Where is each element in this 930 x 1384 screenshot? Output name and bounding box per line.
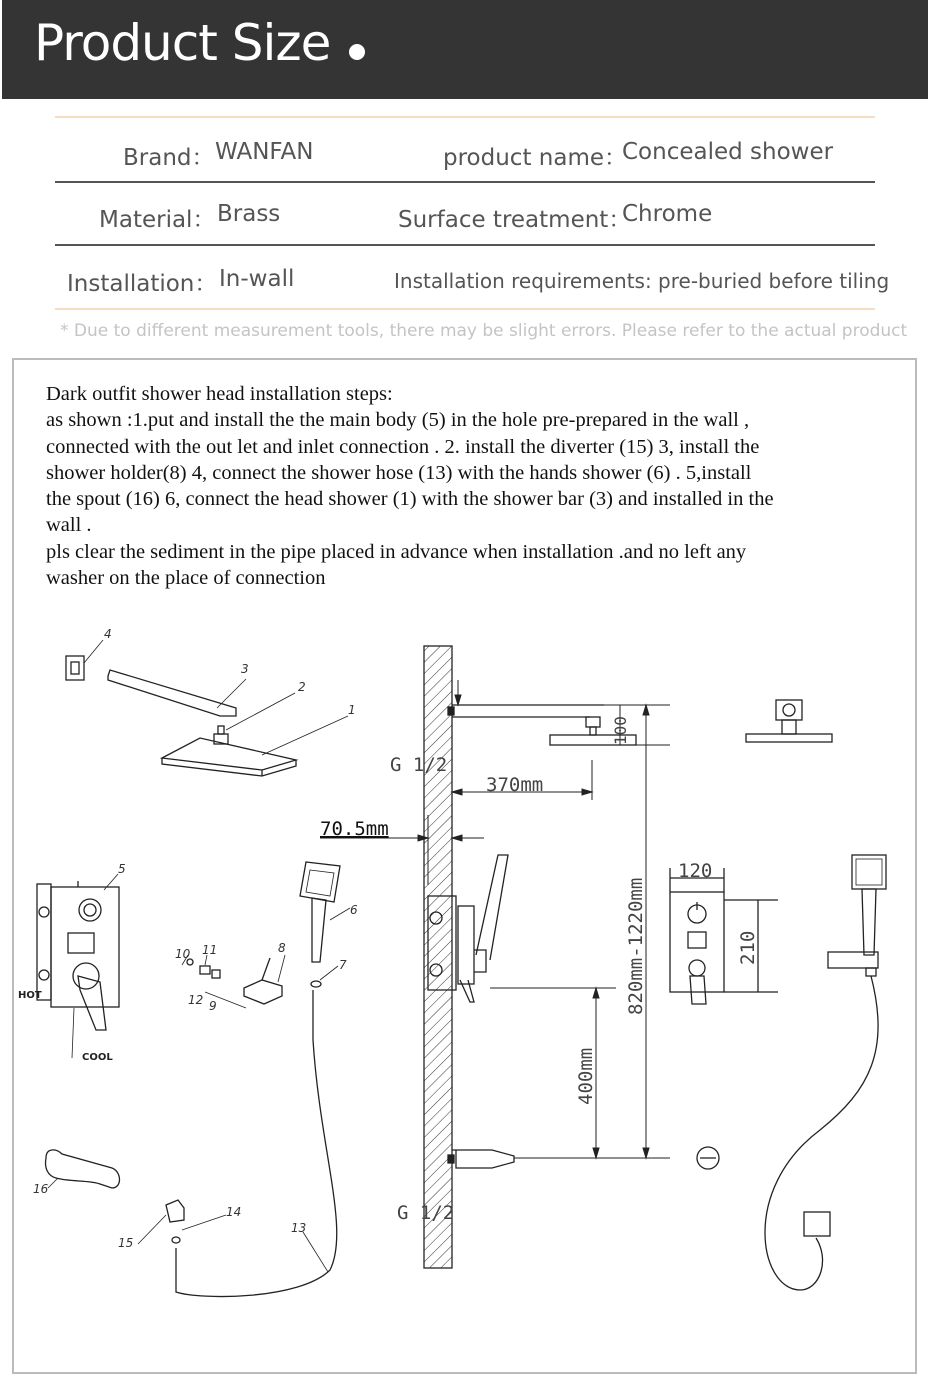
part-number: 14 bbox=[226, 1205, 242, 1219]
dimension-lines bbox=[320, 680, 670, 1158]
installation-label: Installation： bbox=[67, 271, 218, 297]
part-number: 7 bbox=[339, 958, 347, 972]
cool-label: COOL bbox=[82, 1052, 113, 1063]
part-number: 15 bbox=[118, 1236, 134, 1250]
step-line: wall . bbox=[46, 514, 92, 537]
part-number: 5 bbox=[118, 862, 126, 876]
installation-requirements: Installation requirements: pre-buried before tiling bbox=[394, 269, 890, 293]
front-view-spout bbox=[697, 1147, 719, 1169]
surface-label: Surface treatment： bbox=[398, 207, 632, 233]
product-name-value: Concealed shower bbox=[622, 139, 834, 165]
brand-value: WANFAN bbox=[215, 139, 314, 165]
brand-label: Brand： bbox=[123, 145, 215, 171]
wall-flange-part bbox=[66, 640, 103, 680]
part-number: 2 bbox=[298, 680, 306, 694]
part-number: 16 bbox=[33, 1182, 49, 1196]
installation-value: In-wall bbox=[219, 266, 295, 292]
hand-shower-part bbox=[300, 862, 350, 962]
part-number: 11 bbox=[202, 943, 218, 957]
step-line: as shown :1.put and install the the main body (5) in the hole pre-prepared in the wall , bbox=[46, 409, 750, 432]
inlet-label-bottom: G 1/2 bbox=[397, 1202, 455, 1224]
front-view-body bbox=[670, 868, 778, 1004]
inlet-label-top: G 1/2 bbox=[390, 754, 448, 776]
dimension-head-drop: 100 bbox=[611, 716, 630, 745]
measurement-note: * Due to different measurement tools, there may be slight errors. Please refer to the actual product bbox=[60, 321, 908, 341]
hot-label: HOT bbox=[18, 990, 42, 1001]
part-number: 9 bbox=[209, 999, 217, 1013]
wall-section bbox=[424, 646, 636, 1268]
dimension-arm-length: 370mm bbox=[486, 774, 544, 796]
part-number-labels bbox=[33, 627, 358, 1250]
part-number: 8 bbox=[278, 941, 286, 955]
material-value: Brass bbox=[217, 201, 281, 227]
spout-part bbox=[45, 1150, 119, 1188]
product-name-label: product name： bbox=[443, 145, 627, 171]
material-label: Material： bbox=[99, 207, 216, 233]
head-shower-part bbox=[162, 716, 348, 776]
step-line: washer on the place of connection bbox=[46, 567, 326, 590]
shower-hose-part bbox=[176, 990, 337, 1297]
front-view-head bbox=[746, 700, 832, 742]
step-line: the spout (16) 6, connect the head shower (1) with the shower bar (3) and installed in the bbox=[46, 488, 774, 511]
main-body-part bbox=[37, 874, 119, 1058]
dimension-body-width: 120 bbox=[678, 860, 713, 882]
washer-part bbox=[311, 966, 338, 987]
page-title: Product Size bbox=[34, 14, 331, 72]
dimension-spout-height: 400mm bbox=[575, 1047, 597, 1105]
shower-holder-part bbox=[244, 955, 285, 1004]
front-view-hand-shower bbox=[765, 855, 886, 1290]
step-line: Dark outfit shower head installation steps: bbox=[46, 383, 393, 405]
part-number: 1 bbox=[348, 703, 356, 717]
diverter-part bbox=[138, 1200, 226, 1244]
part-number: 3 bbox=[241, 662, 249, 676]
part-number: 4 bbox=[104, 627, 112, 641]
step-line: shower holder(8) 4, connect the shower hose (13) with the hands shower (6) . 5,install bbox=[46, 461, 752, 484]
surface-value: Chrome bbox=[622, 201, 713, 227]
dimension-depth: 70.5mm bbox=[320, 818, 389, 840]
part-number: 12 bbox=[188, 993, 204, 1007]
dimension-height-range: 820mm-1220mm bbox=[625, 877, 647, 1015]
part-number: 13 bbox=[291, 1221, 307, 1235]
step-line: connected with the out let and inlet connection . 2. install the diverter (15) 3, install the bbox=[46, 435, 760, 458]
part-number: 10 bbox=[175, 947, 191, 961]
dimension-body-height: 210 bbox=[737, 930, 759, 965]
shower-arm-part bbox=[108, 670, 246, 716]
step-line: pls clear the sediment in the pipe placed in advance when installation .and no left any bbox=[46, 540, 747, 563]
part-number: 6 bbox=[350, 903, 358, 917]
connector-part bbox=[214, 693, 295, 744]
